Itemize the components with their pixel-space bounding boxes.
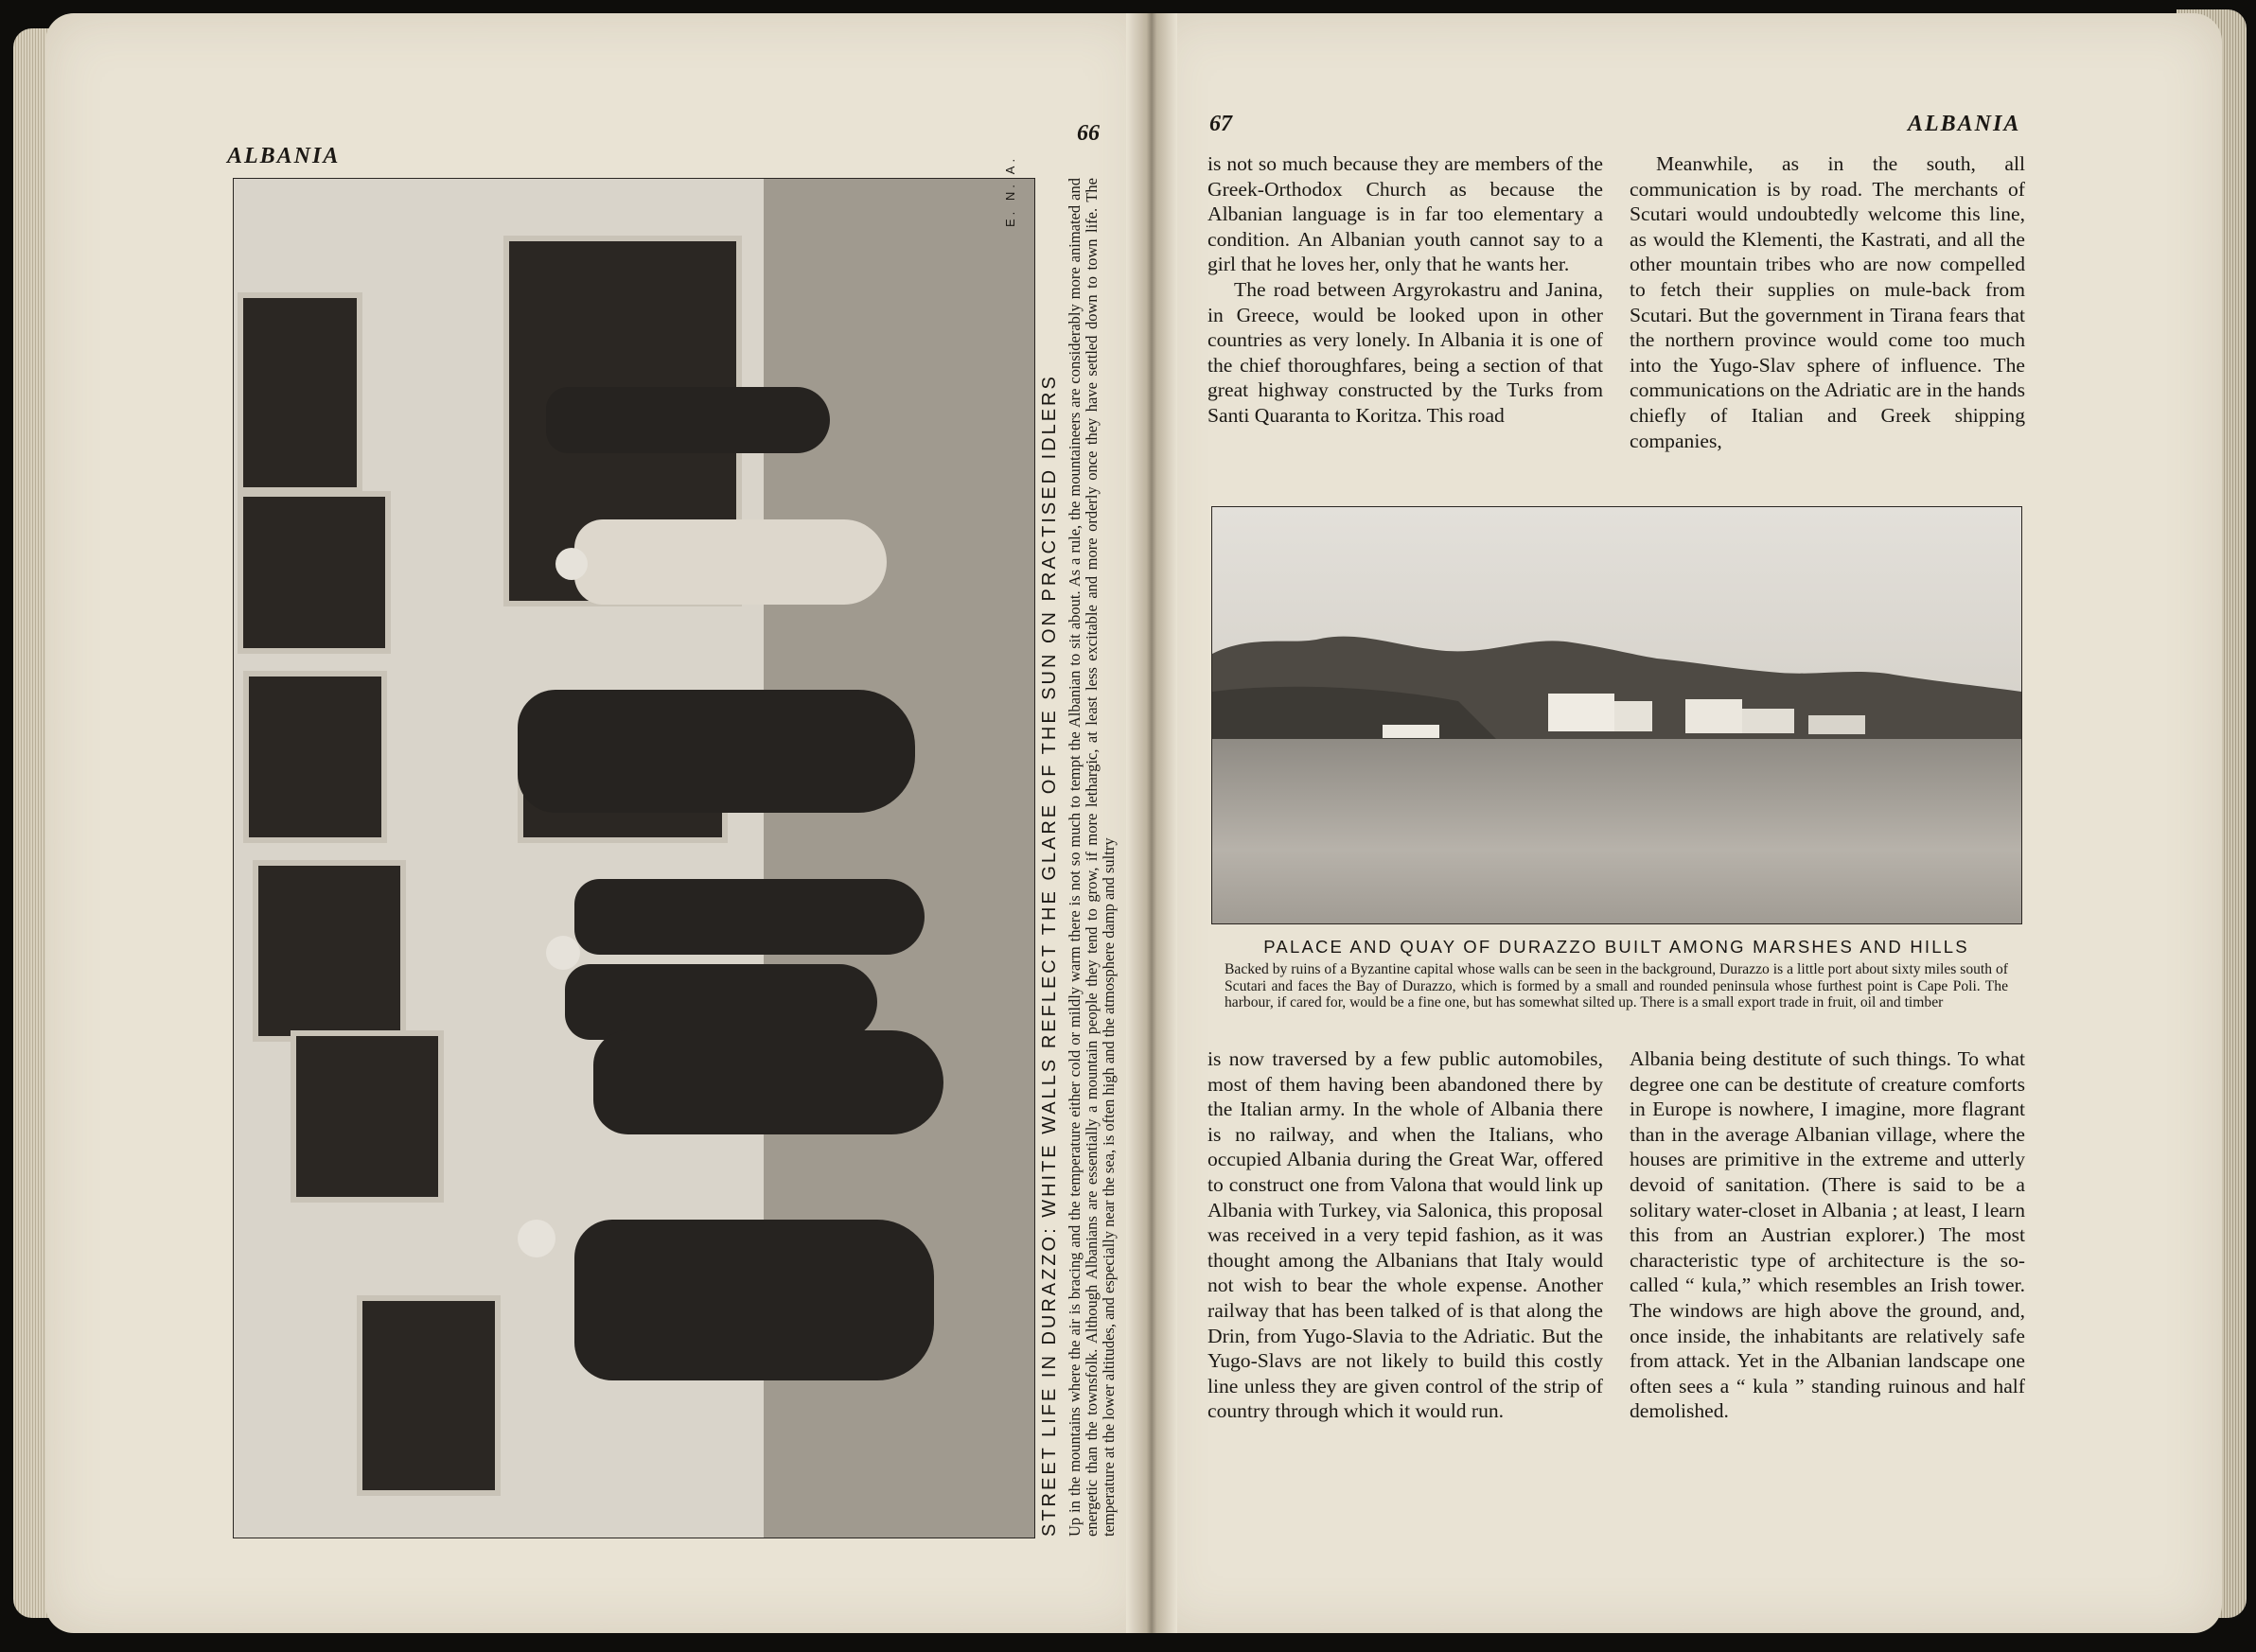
paragraph: Albania being destitute of such things. To what degree one can be destitute of creature comforts in Europe is nowhere, I imagine, more flagrant than in the average Albanian village, where the houses are primitive in the extreme and utterly devoid of sanitation. (There is said to be a solitary water-closet in Albania ; at least, I learn this from an Austrian explorer.) The most characteristic type of architecture is the so-called “ kula,” which resembles an Irish tower. The windows are high above the ground, and, once inside, the inhabitants are relatively safe from attack. Yet in the Albanian landscape one often sees a “ kula ” standing ruinous and half demolished. [1630, 1047, 2025, 1423]
paragraph: is now traversed by a few public automobiles, most of them having been abandoned there by the Italian army. In the whole of Albania there is no railway, and when the Italians, who occupied Albania during the Great War, offered to construct one from Valona that would link up Albania with Turkey, via Salonica, this proposal was received in a very tepid fashion, as it was thought among the Albanians that Italy would not wish to bear the whole expense. Another railway that has been talked of is that along the Drin, from Yugo-Slavia to the Adriatic. But the Yugo-Slavs are not likely to build this costly line unless they are given control of the strip of country through which it would run. [1207, 1047, 1603, 1423]
right-running-head: ALBANIA [1908, 112, 2021, 136]
top-left-column [1207, 151, 1603, 429]
right-photo-caption [1225, 937, 2008, 1011]
bottom-left-column [1207, 1046, 1603, 1424]
right-caption-title: PALACE AND QUAY OF DURAZZO BUILT AMONG MARSHES AND HILLS [1263, 937, 1969, 957]
right-caption-body: Backed by ruins of a Byzantine capital whose walls can be seen in the background, Durazzo is a little port about sixty miles south of Scutari and faces the Bay of Durazzo, which is formed by a small and rounded peninsula whose furthest point is Cape Poli. The harbour, if cared for, would be a fine one, but has somewhat silted up. There is a small export trade in fruit, oil and timber [1225, 961, 2008, 1011]
left-caption-body: Up in the mountains where the air is bracing and the temperature either cold or mildly warm there is not so much to tempt the Albanian to sit about. As a rule, the mountaineers are considerably more animated and energetic than the townsfolk. Although Albanians are essentially a mountain people they tend to grow, if more lethargic, at least less excitable and more orderly once they have settled down to town life. The temperature at the lower altitudes, and especially near the sea, is often high and the atmosphere damp and sultry [1066, 178, 1118, 1537]
paragraph: Meanwhile, as in the south, all communication is by road. The merchants of Scutari would undoubtedly welcome this line, as would the Klementi, the Kastrati, and all the other mountain tribes who are now compelled to fetch their supplies on mule-back from Scutari. But the government in Tirana fears that the northern province would come too much into the Yugo-Slav sphere of influence. The communications on the Adriatic are in the hands chiefly of Italian and Greek shipping companies, [1630, 152, 2025, 452]
left-photo-caption [1033, 178, 1118, 1537]
right-page-number: 67 [1209, 112, 1232, 136]
bottom-right-column [1630, 1046, 2025, 1424]
book-gutter [1126, 13, 1177, 1633]
paragraph: The road between Argyrokastru and Janina, in Greece, would be looked upon in other countries as very lonely. In Albania it is one of the chief thoroughfares, being a section of that great highway constructed by the Turks from Santi Quaranta to Koritza. This road [1207, 277, 1603, 427]
photo-credit: E. N. A. [1003, 154, 1017, 227]
durazzo-quay-photo [1211, 506, 2022, 924]
left-page-number: 66 [1077, 121, 1100, 146]
paragraph: is not so much because they are members of the Greek-Orthodox Church as because the Albanian language is in far too elementary a condition. An Albanian youth cannot say to a girl that he loves her, only that he wants her. [1207, 152, 1603, 276]
left-running-head: ALBANIA [227, 144, 341, 168]
street-life-photo [233, 178, 1035, 1538]
top-right-column [1630, 151, 2025, 453]
left-caption-title: STREET LIFE IN DURAZZO: WHITE WALLS REFLECT THE GLARE OF THE SUN ON PRACTISED IDLERS [1039, 374, 1060, 1537]
